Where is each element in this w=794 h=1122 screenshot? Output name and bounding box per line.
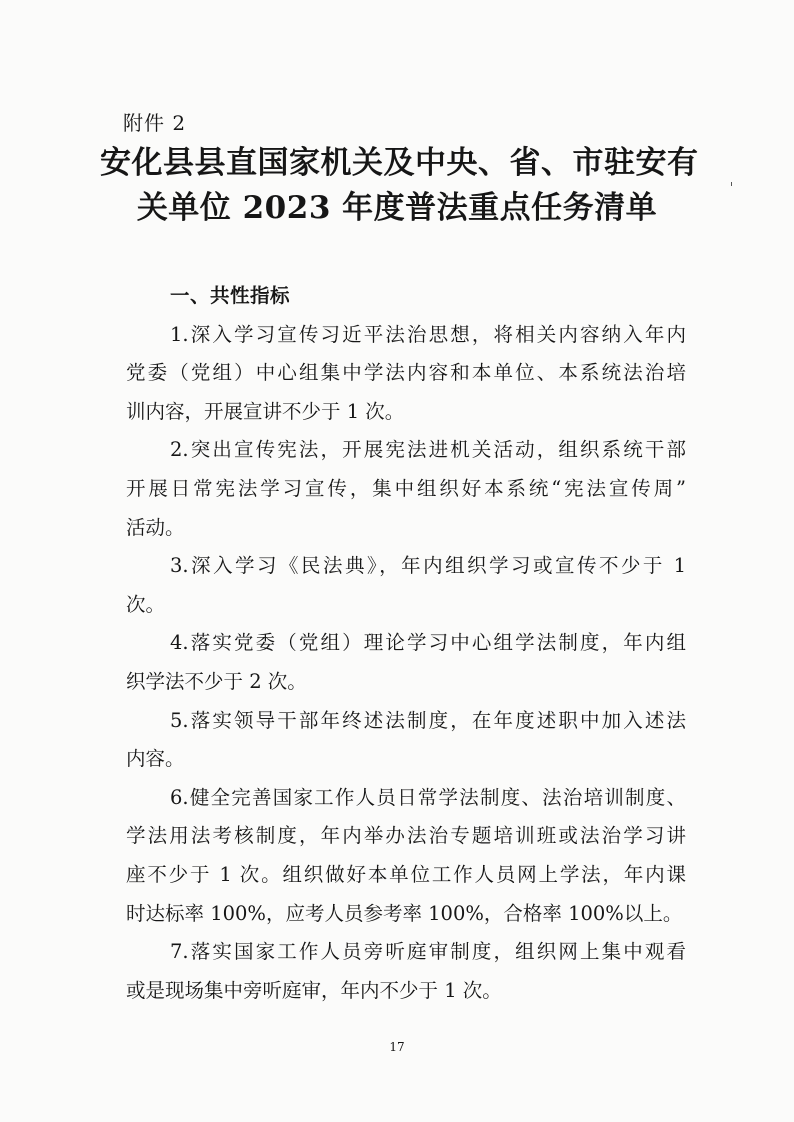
task-item-line: 2.突出宣传宪法，开展宪法进机关活动，组织系统干部 (170, 438, 686, 462)
attachment-label: 附件 2 (123, 111, 187, 135)
task-item-line: 次。 (126, 592, 166, 616)
task-item (126, 933, 686, 1010)
task-item-line: 6.健全完善国家工作人员日常学法制度、法治培训制度、 (170, 785, 686, 809)
title-line-1: 安化县县直国家机关及中央、省、市驻安有 (100, 145, 699, 181)
task-item-line: 3.深入学习《民法典》，年内组织学习或宣传不少于 1 (170, 554, 686, 578)
task-item-line: 开展日常宪法学习宣传，集中组织好本系统“宪法宣传周” (126, 476, 686, 500)
task-item (126, 547, 686, 624)
task-item-line: 党委（党组）中心组集中学法内容和本单位、本系统法治培 (126, 361, 686, 385)
task-list (126, 316, 686, 1011)
task-item (126, 431, 686, 547)
task-item (126, 316, 686, 432)
task-item-line: 5.落实领导干部年终述法制度，在年度述职中加入述法 (170, 708, 686, 732)
document-body (126, 277, 686, 1010)
task-item (126, 702, 686, 779)
task-item-line: 4.落实党委（党组）理论学习中心组学法制度，年内组 (170, 631, 686, 655)
task-item-line: 织学法不少于 2 次。 (126, 669, 307, 693)
task-item-line: 1.深入学习宣传习近平法治思想，将相关内容纳入年内 (170, 322, 686, 346)
task-item-line: 时达标率 100%，应考人员参考率 100%，合格率 100%以上。 (126, 901, 683, 925)
document-title (100, 141, 699, 231)
task-item-line: 或是现场集中旁听庭审，年内不少于 1 次。 (126, 978, 502, 1002)
task-item-line: 活动。 (126, 515, 185, 539)
page-number: 17 (389, 1040, 405, 1054)
task-item (126, 779, 686, 933)
task-item-line: 内容。 (126, 747, 185, 771)
scan-speck (731, 182, 732, 186)
task-item-line: 学法用法考核制度，年内举办法治专题培训班或法治学习讲 (126, 824, 686, 848)
task-item-line: 7.落实国家工作人员旁听庭审制度，组织网上集中观看 (170, 940, 686, 964)
section-heading: 一、共性指标 (170, 284, 291, 307)
task-item (126, 624, 686, 701)
title-line-2: 关单位 2023 年度普法重点任务清单 (136, 190, 658, 226)
task-item-line: 座不少于 1 次。组织做好本单位工作人员网上学法，年内课 (126, 862, 686, 886)
task-item-line: 训内容，开展宣讲不少于 1 次。 (126, 399, 405, 423)
